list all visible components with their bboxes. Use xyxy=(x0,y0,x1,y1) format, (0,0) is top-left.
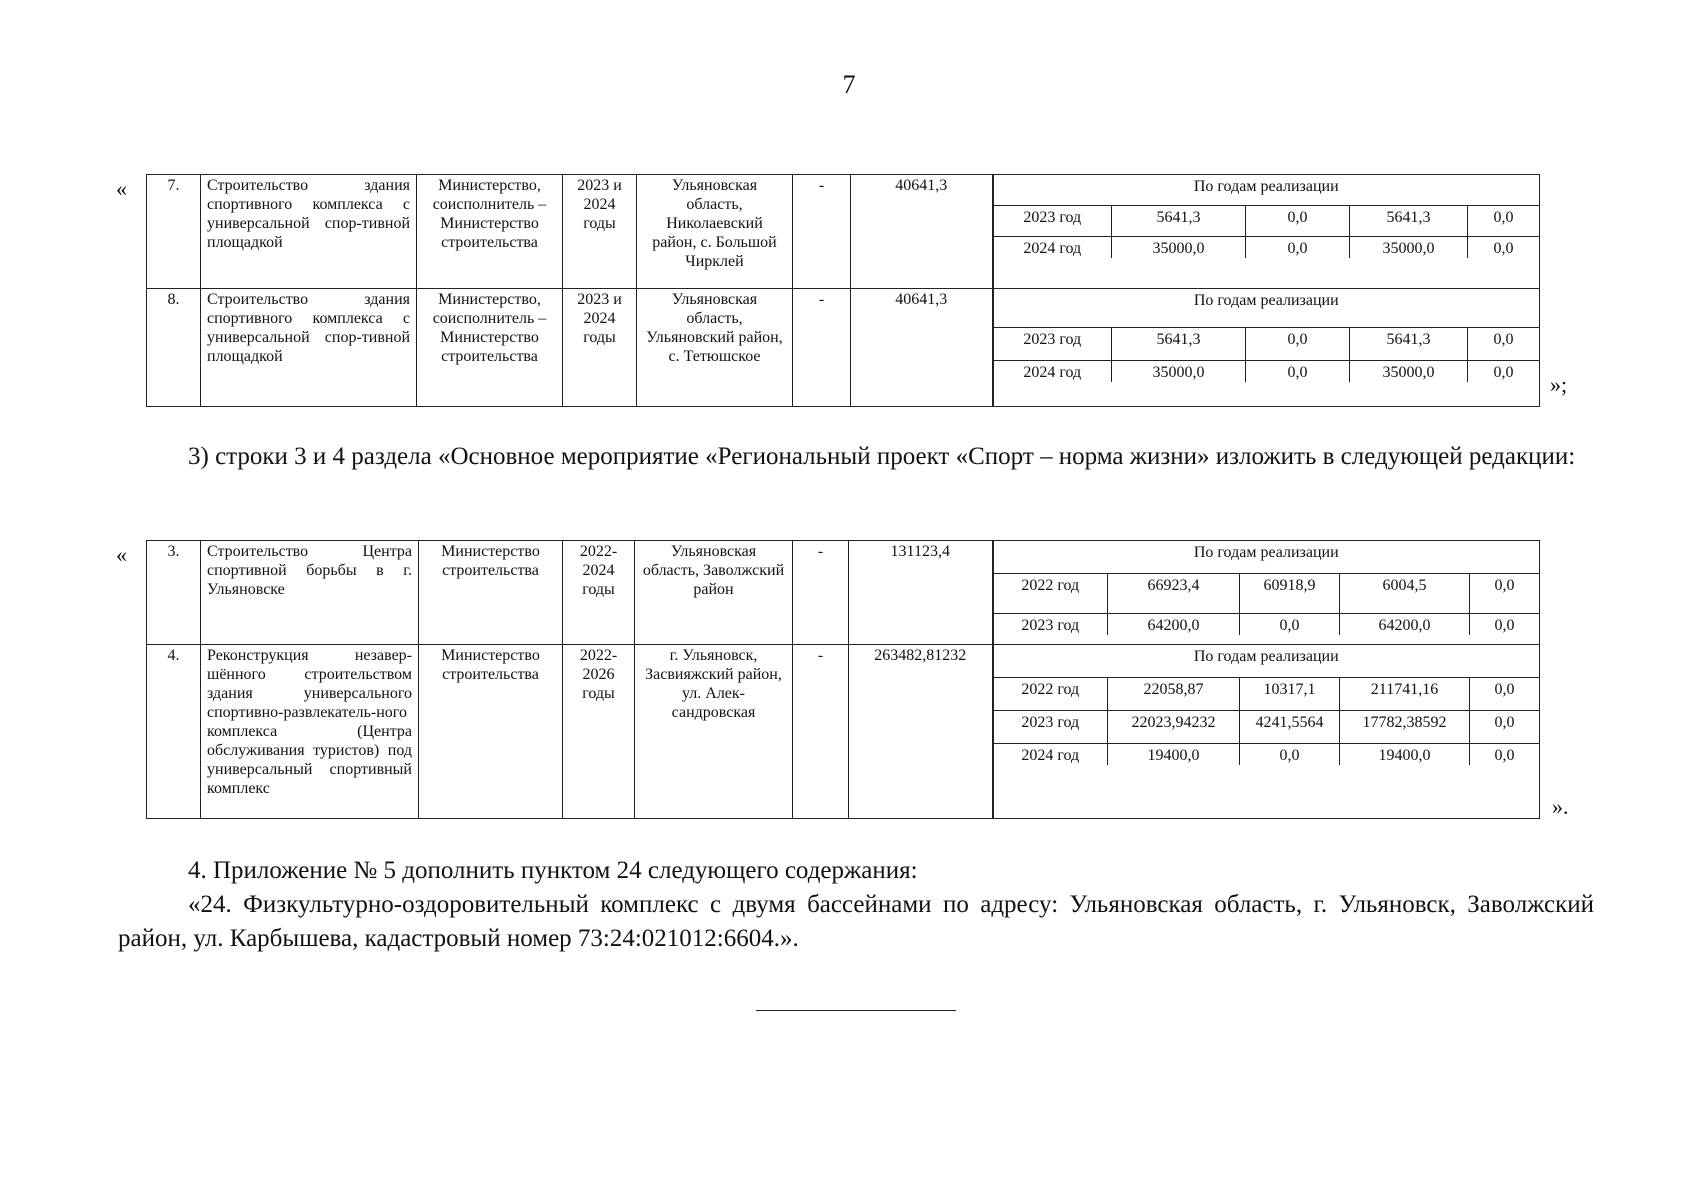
year-label: 2022 год xyxy=(994,573,1108,613)
year-col-4: 0,0 xyxy=(1468,360,1540,382)
object-name: Строительство Центра спортивной борьбы в г. Ульяновске xyxy=(201,541,419,645)
year-total: 5641,3 xyxy=(1112,327,1246,360)
year-label: 2023 год xyxy=(994,613,1108,635)
year-total: 19400,0 xyxy=(1108,743,1240,765)
implementation-years: 2022-2026 годы xyxy=(563,645,635,819)
year-col-2: 0,0 xyxy=(1246,360,1350,382)
object-name: Строительство здания спортивного комплекса с универсальной спор-тивной площадкой xyxy=(201,175,417,289)
year-col-2: 10317,1 xyxy=(1240,677,1340,710)
object-name: Строительство здания спортивного комплекса с универсальной спор-тивной площадкой xyxy=(201,289,417,407)
total-amount: 263482,81232 xyxy=(849,645,993,819)
paragraph-3: 3) строки 3 и 4 раздела «Основное мероприятие «Региональный проект «Спорт – норма жизни» изложить в следующей редакции: xyxy=(188,443,1576,470)
row-number: 8. xyxy=(147,289,201,407)
dash-cell: - xyxy=(793,541,849,645)
implementation-years: 2023 и 2024 годы xyxy=(563,289,637,407)
year-row xyxy=(994,360,1540,382)
year-col-2: 0,0 xyxy=(1240,743,1340,765)
year-col-4: 0,0 xyxy=(1468,236,1540,258)
page-number: 7 xyxy=(842,70,856,99)
year-col-3: 5641,3 xyxy=(1350,205,1468,236)
row-number: 3. xyxy=(147,541,201,645)
year-col-4: 0,0 xyxy=(1470,710,1540,743)
year-row xyxy=(994,327,1540,360)
year-row xyxy=(994,710,1540,743)
table-row xyxy=(147,541,1540,645)
year-col-3: 35000,0 xyxy=(1350,236,1468,258)
year-col-4: 0,0 xyxy=(1470,613,1540,635)
by-years-label: По годам реализации xyxy=(994,175,1540,205)
executor: Министерство строительства xyxy=(419,645,563,819)
paragraph-4: 4. Приложение № 5 дополнить пунктом 24 следующего содержания: xyxy=(188,857,918,884)
year-col-2: 0,0 xyxy=(1246,205,1350,236)
year-total: 66923,4 xyxy=(1108,573,1240,613)
executor: Министерство, соисполнитель – Министерство строительства xyxy=(417,175,563,289)
dash-cell: - xyxy=(793,175,851,289)
close-quote: »; xyxy=(1550,372,1568,397)
table-row xyxy=(147,289,1540,407)
table-row xyxy=(147,645,1540,819)
year-row xyxy=(994,677,1540,710)
by-years-cell xyxy=(993,175,1540,289)
year-total: 5641,3 xyxy=(1112,205,1246,236)
by-years-cell xyxy=(993,289,1540,407)
implementation-years: 2022-2024 годы xyxy=(563,541,635,645)
paragraph-24: «24. Физкультурно-оздоровительный комплекс с двумя бассейнами по адресу: Ульяновская область, г. Ульяновск, Заволжский район, ул. Карбышева, кадастровый номер 73:24:021012:6604.». xyxy=(118,891,1594,952)
total-amount: 40641,3 xyxy=(851,175,993,289)
open-quote: « xyxy=(116,176,127,201)
year-col-4: 0,0 xyxy=(1470,677,1540,710)
year-row xyxy=(994,613,1540,635)
table-1 xyxy=(146,174,1540,407)
table-2 xyxy=(146,540,1540,819)
by-years-label: По годам реализации xyxy=(994,541,1540,573)
by-years-cell xyxy=(993,645,1540,819)
year-col-3: 5641,3 xyxy=(1350,327,1468,360)
year-label: 2024 год xyxy=(994,360,1112,382)
implementation-years: 2023 и 2024 годы xyxy=(563,175,637,289)
by-years-label: По годам реализации xyxy=(994,289,1540,327)
close-quote: ». xyxy=(1552,794,1569,819)
year-row xyxy=(994,205,1540,236)
by-years-cell xyxy=(993,541,1540,645)
location: Ульяновская область, Николаевский район, с. Большой Чирклей xyxy=(637,175,793,289)
year-label: 2023 год xyxy=(994,710,1108,743)
year-col-4: 0,0 xyxy=(1470,743,1540,765)
year-col-2: 60918,9 xyxy=(1240,573,1340,613)
year-col-3: 211741,16 xyxy=(1340,677,1470,710)
year-col-2: 0,0 xyxy=(1246,236,1350,258)
year-col-3: 35000,0 xyxy=(1350,360,1468,382)
year-label: 2023 год xyxy=(994,327,1112,360)
year-col-4: 0,0 xyxy=(1468,205,1540,236)
year-row xyxy=(994,573,1540,613)
row-number: 4. xyxy=(147,645,201,819)
year-total: 35000,0 xyxy=(1112,360,1246,382)
year-label: 2024 год xyxy=(994,743,1108,765)
year-label: 2023 год xyxy=(994,205,1112,236)
year-col-3: 64200,0 xyxy=(1340,613,1470,635)
year-label: 2022 год xyxy=(994,677,1108,710)
by-years-label: По годам реализации xyxy=(994,645,1540,677)
location: г. Ульяновск, Засвияжский район, ул. Алек-сандровская xyxy=(635,645,793,819)
table-row xyxy=(147,175,1540,289)
year-label: 2024 год xyxy=(994,236,1112,258)
year-col-2: 4241,5564 xyxy=(1240,710,1340,743)
year-col-4: 0,0 xyxy=(1470,573,1540,613)
location: Ульяновская область, Заволжский район xyxy=(635,541,793,645)
dash-cell: - xyxy=(793,289,851,407)
dash-cell: - xyxy=(793,645,849,819)
year-col-3: 6004,5 xyxy=(1340,573,1470,613)
year-total: 22058,87 xyxy=(1108,677,1240,710)
closing-rule xyxy=(756,1010,956,1011)
executor: Министерство строительства xyxy=(419,541,563,645)
year-col-2: 0,0 xyxy=(1240,613,1340,635)
total-amount: 40641,3 xyxy=(851,289,993,407)
year-total: 64200,0 xyxy=(1108,613,1240,635)
year-total: 22023,94232 xyxy=(1108,710,1240,743)
row-number: 7. xyxy=(147,175,201,289)
total-amount: 131123,4 xyxy=(849,541,993,645)
open-quote: « xyxy=(116,542,127,567)
object-name: Реконструкция незавер-шённого строительством здания универсального спортивно-развлекатель-ного комплекса (Центра обслуживания туристов) под универсальный спортивный комплекс xyxy=(201,645,419,819)
year-row xyxy=(994,236,1540,258)
year-total: 35000,0 xyxy=(1112,236,1246,258)
year-col-3: 19400,0 xyxy=(1340,743,1470,765)
year-row xyxy=(994,743,1540,765)
location: Ульяновская область, Ульяновский район, с. Тетюшское xyxy=(637,289,793,407)
year-col-4: 0,0 xyxy=(1468,327,1540,360)
executor: Министерство, соисполнитель – Министерство строительства xyxy=(417,289,563,407)
year-col-3: 17782,38592 xyxy=(1340,710,1470,743)
year-col-2: 0,0 xyxy=(1246,327,1350,360)
